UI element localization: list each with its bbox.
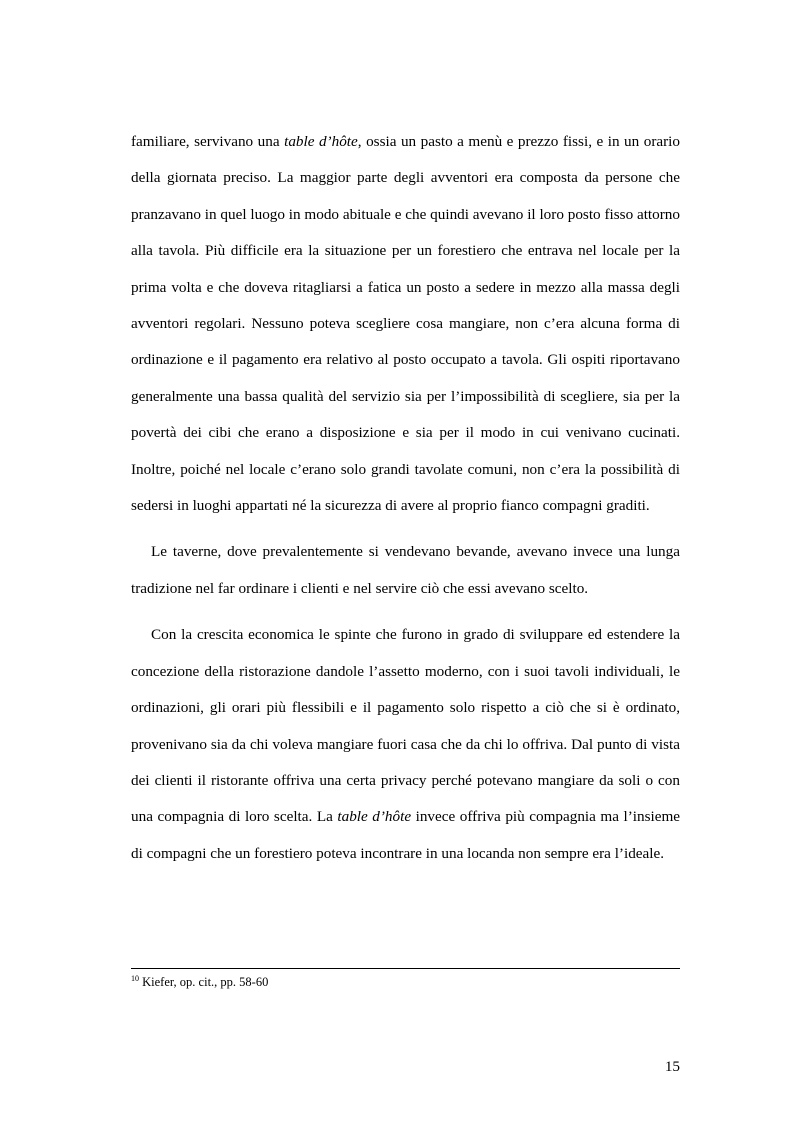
page-number: 15: [664, 1058, 680, 1075]
footnote: [131, 974, 268, 990]
paragraph: [131, 124, 680, 524]
paragraph-text: , ossia un pasto a menù e prezzo fissi, e in un orario della giornata preciso. La maggior parte degli avventori era composta da persone che pranzavano in quel luogo in modo abituale e che quindi avevano il loro posto fisso attorno alla tavola. Più difficile era la situazione per un forestiero che entrava nel locale per la prima volta e che doveva ritagliarsi a fatica un posto a sedere in mezzo alla massa degli avventori regolari. Nessuno poteva scegliere cosa mangiare, non c’era alcuna forma di ordinazione e il pagamento era relativo al posto occupato a tavola. Gli ospiti riportavano generalmente una bassa qualità del servizio sia per l’impossibilità di scegliere, sia per la povertà dei cibi che erano a disposizione e sia per il modo in cui venivano cucinati. Inoltre, poiché nel locale c’erano solo grandi tavolate comuni, non c’era la possibilità di sedersi in luoghi appartati né la sicurezza di avere al proprio fianco compagni graditi.: [131, 133, 680, 515]
footnote-number: 10: [131, 973, 139, 983]
body-text: [131, 124, 680, 872]
footnote-divider: [131, 968, 680, 969]
italic-term: table d’hôte: [284, 133, 358, 150]
paragraph: [131, 617, 680, 872]
paragraph-text: familiare, servivano una: [131, 133, 285, 150]
paragraph: Le taverne, dove prevalentemente si vendevano bevande, avevano invece una lunga tradizione nel far ordinare i clienti e nel servire ciò che essi avevano scelto.: [131, 543, 680, 597]
paragraph-text: invece offriva più compagnia ma l’insieme di compagni che un forestiero poteva incontrare in una locanda non sempre era l’ideale.: [131, 808, 680, 862]
paragraph-text: Con la crescita economica le spinte che furono in grado di sviluppare ed estendere la concezione della ristorazione dandole l’assetto moderno, con i suoi tavoli individuali, le ordinazioni, gli orari più flessibili e il pagamento solo rispetto a ciò che si è ordinato, provenivano sia da chi voleva mangiare fuori casa che da chi lo offriva. Dal punto di vista dei clienti il ristorante offriva una certa privacy perché potevano mangiare da soli o con una compagnia di loro scelta. La: [131, 626, 680, 826]
italic-term: table d’hôte: [337, 808, 412, 826]
footnote-text: Kiefer, op. cit., pp. 58-60: [139, 975, 269, 989]
